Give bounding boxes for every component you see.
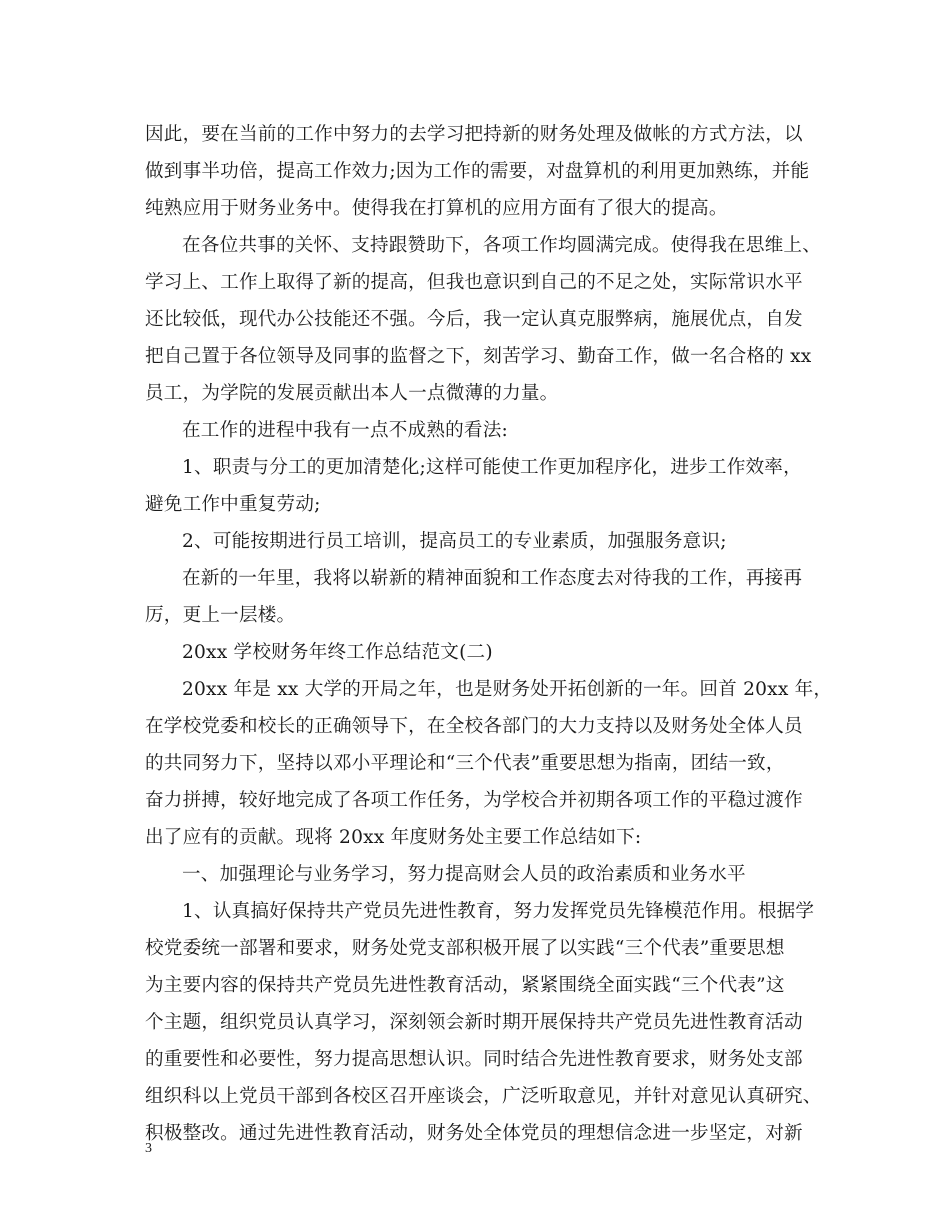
text-line: 奋力拼搏，较好地完成了各项工作任务，为学校合并初期各项工作的平稳过渡作 [145,790,803,811]
text-line: 1、职责与分工的更加清楚化;这样可能使工作更加程序化，进步工作效率， [182,457,802,478]
document-body [145,116,833,1152]
text-line: 的共同努力下，坚持以邓小平理论和“三个代表”重要思想为指南，团结一致， [145,753,785,774]
text-line: 厉，更上一层楼。 [145,605,296,626]
text-line: 组织科以上党员干部到各校区召开座谈会，广泛听取意见，并针对意见认真研究、 [145,1086,822,1107]
text-line: 1、认真搞好保持共产党员先进性教育，努力发挥党员先锋模范作用。根据学 [182,901,815,922]
text-line: 20xx 学校财务年终工作总结范文(二) [182,642,493,663]
text-line: 的重要性和必要性，努力提高思想认识。同时结合先进性教育要求，财务处支部 [145,1049,803,1070]
text-line: 20xx 年是 xx 大学的开局之年，也是财务处开拓创新的一年。回首 20xx 年， [182,679,833,700]
text-line: 在各位共事的关怀、支持跟赞助下，各项工作均圆满完成。使得我在思维上、 [182,235,821,256]
text-line: 在学校党委和校长的正确领导下，在全校各部门的大力支持以及财务处全体人员 [145,716,803,737]
text-line: 出了应有的贡献。现将 20xx 年度财务处主要工作总结如下: [145,827,642,848]
text-line: 在新的一年里，我将以崭新的精神面貌和工作态度去对待我的工作，再接再 [182,568,803,589]
text-line: 校党委统一部署和要求，财务处党支部积极开展了以实践“三个代表”重要思想 [145,938,785,959]
text-line: 积极整改。通过先进性教育活动，财务处全体党员的理想信念进一步坚定，对新 [145,1123,803,1144]
text-line: 做到事半功倍，提高工作效力;因为工作的需要，对盘算机的利用更加熟练，并能 [145,161,810,182]
text-line: 纯熟应用于财务业务中。使得我在打算机的应用方面有了很大的提高。 [145,198,728,219]
text-line: 个主题，组织党员认真学习，深刻领会新时期开展保持共产党员先进性教育活动 [145,1012,803,1033]
text-line: 学习上、工作上取得了新的提高，但我也意识到自己的不足之处，实际常识水平 [145,272,803,293]
text-line: 还比较低，现代办公技能还不强。今后，我一定认真克服弊病，施展优点，自发 [145,309,803,330]
page-number: 3 [145,1141,152,1156]
text-line: 2、可能按期进行员工培训，提高员工的专业素质，加强服务意识; [182,531,727,552]
text-line: 员工，为学院的发展贡献出本人一点微薄的力量。 [145,383,559,404]
text-line: 为主要内容的保持共产党员先进性教育活动，紧紧围绕全面实践“三个代表”这 [145,975,785,996]
text-line: 一、加强理论与业务学习，努力提高财会人员的政治素质和业务水平 [182,864,746,885]
text-line: 把自己置于各位领导及同事的监督之下，刻苦学习、勤奋工作，做一名合格的 xx [145,346,812,367]
text-line: 避免工作中重复劳动; [145,494,321,515]
text-line: 因此，要在当前的工作中努力的去学习把持新的财务处理及做帐的方式方法，以 [145,124,803,145]
text-line: 在工作的进程中我有一点不成熟的看法: [182,420,508,441]
